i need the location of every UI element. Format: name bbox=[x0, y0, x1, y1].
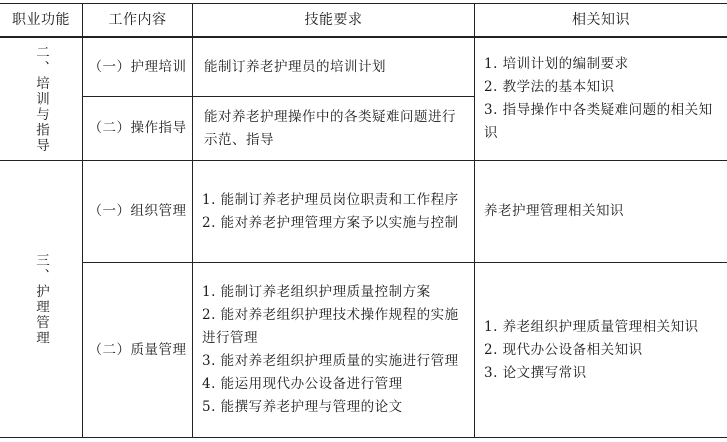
content-guidance: （二）操作指导 bbox=[88, 120, 187, 136]
skills-quality bbox=[202, 263, 468, 437]
rule-bottom bbox=[0, 437, 727, 438]
skill-item: 1. 能制订养老护理员岗位职责和工作程序 bbox=[202, 191, 459, 208]
rule-vert bbox=[192, 3, 193, 438]
knowledge-item: 2. 教学法的基本知识 bbox=[484, 79, 615, 95]
skill-item: 能制订养老护理员的培训计划 bbox=[204, 58, 386, 75]
knowledge-item: 3. 论文撰写常识 bbox=[484, 364, 587, 381]
function-management-label: 三、护理管理 bbox=[33, 252, 49, 346]
content-quality: （二）质量管理 bbox=[88, 341, 187, 358]
skill-item: 3. 能对养老组织护理质量的实施进行管理 bbox=[202, 353, 459, 369]
header-knowledge: 相关知识 bbox=[572, 11, 630, 28]
knowledge-item: 3. 指导操作中各类疑难问题的相关知识 bbox=[484, 102, 713, 141]
skill-item: 1. 能制订养老组织护理质量控制方案 bbox=[202, 284, 431, 300]
header-function: 职业功能 bbox=[12, 11, 70, 28]
skill-item: 2. 能对养老护理管理方案予以实施与控制 bbox=[202, 214, 459, 231]
skill-item: 5. 能撰写养老护理与管理的论文 bbox=[202, 399, 403, 415]
rule-vert bbox=[474, 3, 475, 438]
knowledge-item: 养老护理管理相关知识 bbox=[484, 203, 624, 219]
function-training bbox=[0, 38, 82, 160]
content-organization: （一）组织管理 bbox=[88, 203, 187, 219]
skill-item: 2. 能对养老组织护理技术操作规程的实施进行管理 bbox=[202, 307, 459, 346]
knowledge-quality bbox=[484, 263, 719, 437]
function-management bbox=[0, 161, 82, 437]
header-skills: 技能要求 bbox=[304, 11, 363, 28]
skills-guidance bbox=[204, 97, 466, 160]
skills-training bbox=[204, 38, 466, 96]
knowledge-training bbox=[484, 38, 719, 160]
content-training: （一）护理培训 bbox=[88, 58, 187, 75]
skill-item: 能对养老护理操作中的各类疑难问题进行示范、指导 bbox=[204, 108, 456, 148]
header-content: 工作内容 bbox=[108, 11, 167, 28]
skills-organization bbox=[202, 161, 468, 262]
knowledge-item: 1. 培训计划的编制要求 bbox=[484, 56, 629, 72]
function-training-label: 二、培训与指导 bbox=[33, 44, 49, 154]
knowledge-item: 2. 现代办公设备相关知识 bbox=[484, 341, 643, 358]
knowledge-item: 1. 养老组织护理质量管理相关知识 bbox=[484, 318, 699, 335]
knowledge-organization bbox=[484, 161, 719, 262]
skill-item: 4. 能运用现代办公设备进行管理 bbox=[202, 376, 403, 392]
